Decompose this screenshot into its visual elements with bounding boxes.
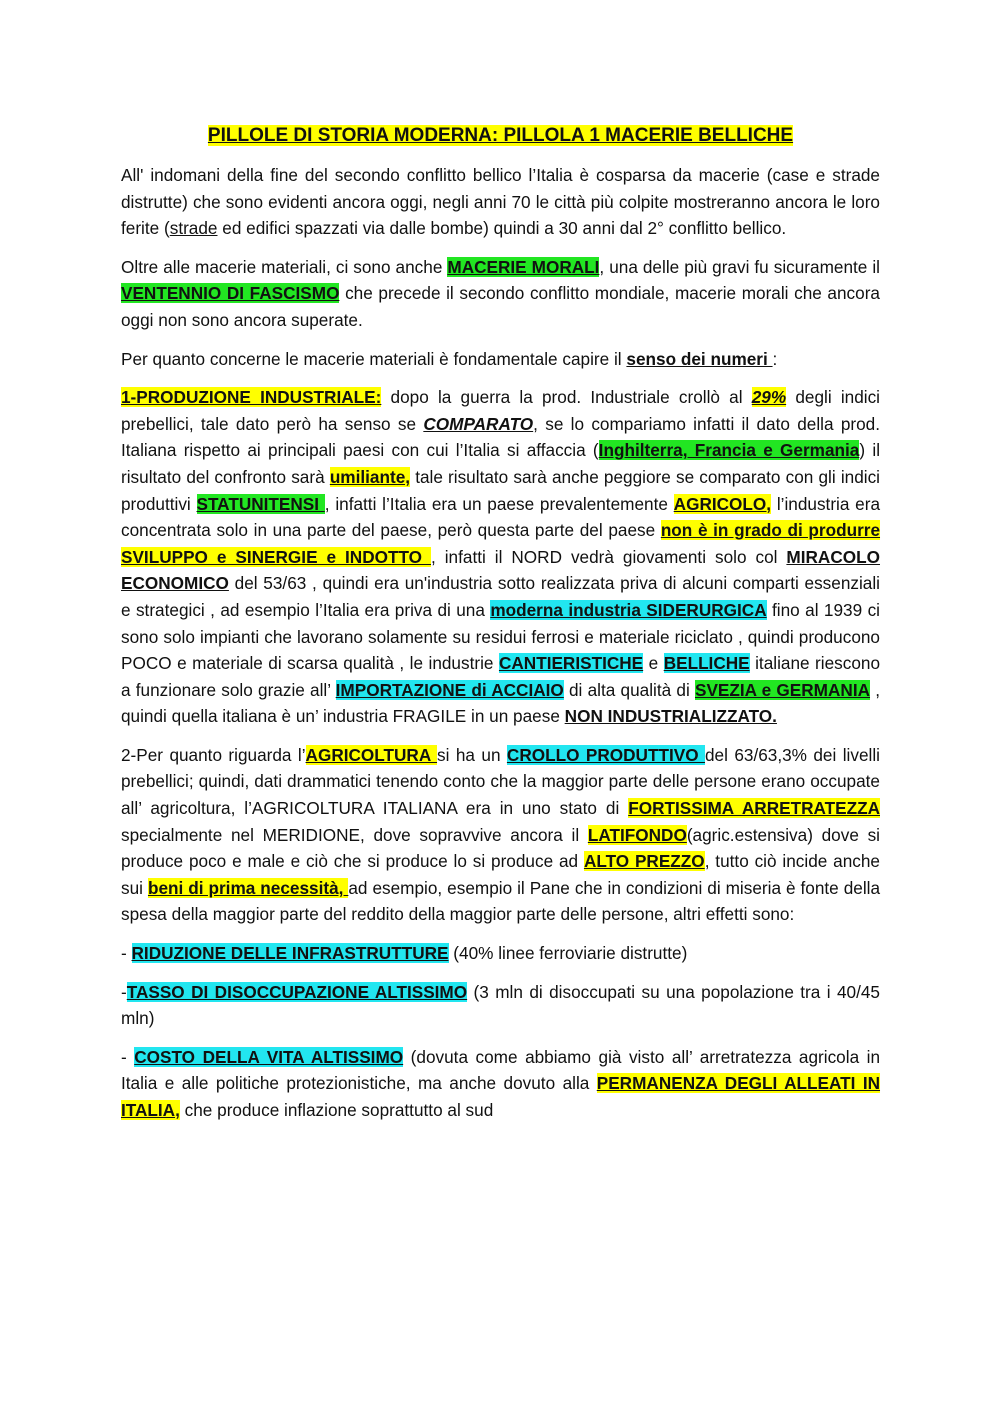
- text: che produce inflazione soprattutto al sud: [179, 1100, 494, 1120]
- title-text: PILLOLE DI STORIA MODERNA: PILLOLA 1 MACERIE BELLICHE: [207, 125, 794, 146]
- bold-miracolo-economico: MIRACOLO ECONOMICO: [121, 546, 880, 594]
- highlight-percent: 29%: [751, 387, 787, 408]
- text: che precede il secondo conflitto mondiale, macerie morali che ancora oggi non sono ancora superate.: [121, 283, 880, 330]
- text: del 63/63,3% dei livelli prebellici; quindi, dati drammatici tenendo conto che la maggior parte delle persone erano occupate all’ agricoltura, l’AGRICOLTURA ITALIANA era in uno stato di: [121, 744, 880, 819]
- paragraph-moral-rubble: [121, 254, 880, 334]
- text: fino al 1939 ci sono solo impianti che lavorano solamente su residui ferrosi e materiale riciclato , quindi producono POCO e materiale di scarsa qualità , le industrie: [121, 599, 880, 674]
- text: del 53/63 , quindi era un'industria sotto realizzata priva di alcuni comparti essenziali e strategici , ad esempio l’Italia era priva di una: [121, 573, 880, 620]
- highlight-importazione: IMPORTAZIONE di ACCIAIO: [335, 679, 564, 700]
- text: , quindi quella italiana è un’ industria FRAGILE in un paese: [121, 679, 881, 727]
- text: , se lo compariamo infatti il dato della prod. Italiana rispetto ai principali paesi con cui l’Italia si affaccia (: [121, 413, 881, 461]
- bold-senso-numeri: senso dei numeri: [626, 348, 773, 369]
- paragraph-industrial-production: [121, 384, 880, 730]
- text: , infatti il NORD vedrà giovamenti solo col: [431, 546, 787, 567]
- page-title: [121, 122, 880, 150]
- highlight-siderurgica: moderna industria SIDERURGICA: [490, 599, 767, 620]
- highlight-beni-necessita: beni di prima necessità,: [147, 877, 349, 898]
- highlight-latifondo: LATIFONDO: [587, 824, 687, 845]
- text: (3 mln di disoccupati su una popolazione tra i 40/45 mln): [121, 981, 880, 1029]
- highlight-umiliante: umiliante,: [329, 466, 411, 487]
- bold-non-industrializzato: NON INDUSTRIALIZZATO.: [564, 706, 777, 727]
- highlight-fortissima-arretratezza: FORTISSIMA ARRETRATEZZA: [628, 798, 880, 819]
- text: di alta qualità di: [563, 679, 695, 700]
- text: ) il risultato del confronto sarà: [121, 440, 881, 487]
- highlight-cantieristiche: CANTIERISTICHE: [498, 653, 644, 674]
- highlight-paesi: Inghilterra, Francia e Germania: [598, 440, 860, 461]
- text: degli indici prebellici, tale dato però ha senso se: [121, 387, 880, 434]
- highlight-alto-prezzo: ALTO PREZZO: [583, 851, 705, 872]
- text: specialmente nel MERIDIONE, dove sopravvive ancora il: [121, 824, 588, 845]
- bold-comparato: COMPARATO: [423, 413, 534, 434]
- list-item-disoccupazione: [121, 979, 880, 1032]
- highlight-belliche: BELLICHE: [663, 653, 750, 674]
- text: tale risultato sarà anche peggiore se comparato con gli indici produttivi: [121, 466, 880, 514]
- text: l’industria era concentrata solo in una parte del paese, però questa parte del paese: [121, 493, 881, 541]
- text: :: [772, 348, 778, 369]
- highlight-agricoltura: AGRICOLTURA: [305, 744, 438, 765]
- text: Oltre alle macerie materiali, ci sono anche: [121, 256, 448, 277]
- text: dopo la guerra la prod. Industriale crollò al: [381, 387, 752, 408]
- paragraph-numbers: [121, 346, 880, 373]
- text: -: [121, 1046, 135, 1067]
- text: , tutto ciò incide anche sui: [121, 851, 880, 898]
- text: All' indomani della fine del secondo conflitto bellico l’Italia è cosparsa da macerie (case e strade distrutte) che sono evidenti ancora oggi, negli anni 70 le città più colpite mostreranno ancora le loro ferite (: [121, 165, 880, 239]
- highlight-costo-vita: COSTO DELLA VITA ALTISSIMO: [134, 1046, 404, 1067]
- highlight-crollo-produttivo: CROLLO PRODUTTIVO: [506, 744, 705, 765]
- text: ed edifici spazzati via dalle bombe) quindi a 30 anni dal 2° conflitto bellico.: [217, 218, 787, 239]
- highlight-tasso: TASSO DI DISOCCUPAZIONE ALTISSIMO: [126, 981, 468, 1002]
- list-item-infrastrutture: [121, 940, 880, 967]
- highlight-macerie-morali: MACERIE MORALI: [447, 256, 600, 277]
- text: e: [643, 653, 664, 674]
- document-body: [121, 122, 880, 1136]
- text: -: [121, 981, 127, 1002]
- underlined-term: strade: [169, 218, 218, 239]
- highlight-agricolo: AGRICOLO,: [673, 493, 772, 514]
- list-item-costo-vita: [121, 1044, 880, 1124]
- highlight-non-grado: non è in grado di produrre SVILUPPO e SINERGIE e INDOTTO: [121, 520, 881, 567]
- text: -: [121, 943, 132, 964]
- text: , infatti l’Italia era un paese prevalentemente: [324, 493, 674, 514]
- highlight-permanenza-alleati: PERMANENZA DEGLI ALLEATI IN ITALIA,: [121, 1073, 881, 1120]
- text: (dovuta come abbiamo già visto all’ arretratezza agricola in Italia e alle politiche protezionistiche, ma anche dovuto alla: [121, 1046, 881, 1094]
- text: ad esempio, esempio il Pane che in condizioni di miseria è fonte della spesa della maggior parte del reddito della maggior parte delle persone, altri effetti sono:: [121, 877, 881, 925]
- text: italiane riescono a funzionare solo grazie all’: [121, 653, 881, 700]
- text: (40% linee ferroviarie distrutte): [448, 943, 688, 964]
- highlight-riduzione: RIDUZIONE DELLE INFRASTRUTTURE: [131, 943, 449, 964]
- paragraph-agriculture: [121, 742, 880, 928]
- highlight-svezia-germania: SVEZIA e GERMANIA: [695, 679, 871, 700]
- paragraph-intro: [121, 162, 880, 242]
- heading-produzione-industriale: 1-PRODUZIONE INDUSTRIALE:: [121, 387, 382, 408]
- text: (agric.estensiva) dove si produce poco e male e ciò che si produce lo si produce ad: [121, 824, 880, 872]
- highlight-ventennio: VENTENNIO DI FASCISMO: [121, 283, 340, 304]
- text: Per quanto concerne le macerie materiali è fondamentale capire il: [121, 348, 627, 369]
- text: 2-Per quanto riguarda l’: [121, 744, 306, 765]
- highlight-statunitensi: STATUNITENSI: [196, 493, 325, 514]
- text: si ha un: [437, 744, 507, 765]
- text: , una delle più gravi fu sicuramente il: [599, 256, 880, 277]
